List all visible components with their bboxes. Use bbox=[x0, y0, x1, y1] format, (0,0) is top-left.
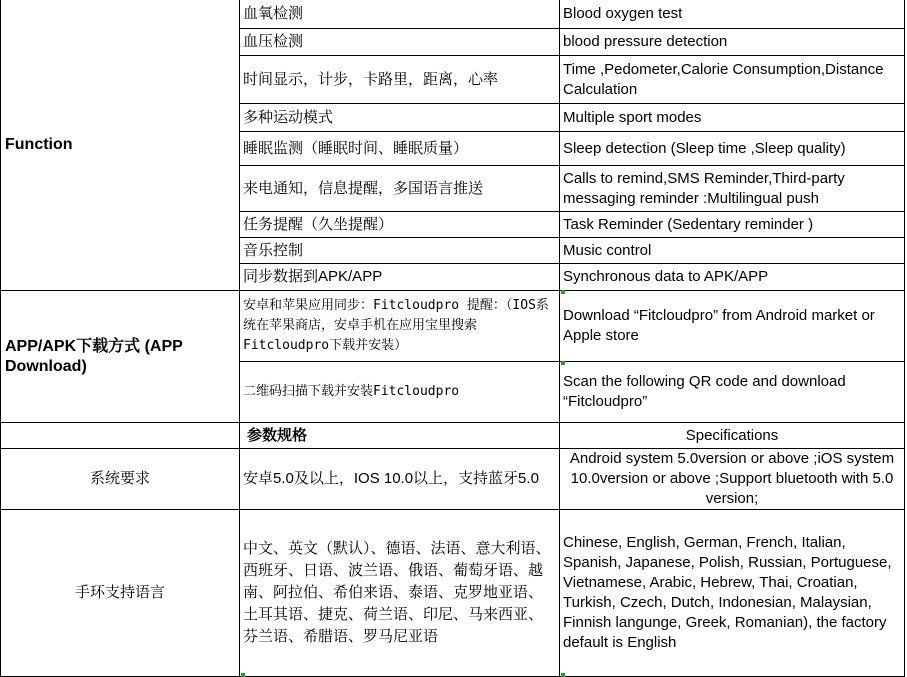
function-cn-8 bbox=[240, 264, 560, 291]
function-en-text: Sleep detection (Sleep time ,Sleep quality) bbox=[563, 139, 846, 157]
function-en-7 bbox=[560, 238, 905, 264]
function-cn-text: 血氧检测 bbox=[243, 5, 304, 22]
language-en-text: Chinese, English, German, French, Italian, Spanish, Japanese, Polish, Russian, Portuguese, Vietnamese, Arabic, Hebrew, Thai, Croatian, Turkish, Czech, Dutch, Indonesian, Malaysian, Finnish langunge, Greek, Romanian), the factory default is English bbox=[563, 534, 892, 651]
function-cn-5 bbox=[240, 166, 560, 212]
language-cn bbox=[240, 510, 560, 677]
function-en-4 bbox=[560, 132, 905, 166]
function-en-text: Task Reminder (Sedentary reminder ) bbox=[563, 215, 814, 233]
function-cn-text: 血压检测 bbox=[243, 33, 304, 50]
app-cn-text: 安卓和苹果应用同步：Fitcloudpro 提醒：（IOS系统在苹果商店，安卓手机在应用宝里搜索Fitcloudpro下载并安装） bbox=[243, 298, 549, 353]
function-en-2 bbox=[560, 56, 905, 104]
system-label-cell bbox=[0, 449, 240, 510]
function-cn-0 bbox=[240, 0, 560, 29]
app-en-1 bbox=[560, 362, 905, 423]
function-cn-text: 睡眠监测（睡眠时间、睡眠质量） bbox=[243, 139, 469, 157]
function-cn-text: 多种运动模式 bbox=[243, 108, 334, 126]
system-cn-text: 安卓5.0及以上，IOS 10.0以上，支持蓝牙5.0 bbox=[243, 470, 539, 487]
spec-header-blank bbox=[0, 423, 240, 449]
system-label: 系统要求 bbox=[89, 470, 150, 487]
app-en-0 bbox=[560, 291, 905, 362]
app-cn-1 bbox=[240, 362, 560, 423]
function-cn-text: 时间显示，计步，卡路里，距离，心率 bbox=[243, 70, 499, 88]
spec-header-en bbox=[560, 423, 905, 449]
function-en-6 bbox=[560, 212, 905, 238]
function-cn-text: 同步数据到APK/APP bbox=[243, 268, 383, 285]
language-en bbox=[560, 510, 905, 677]
system-en bbox=[560, 449, 905, 510]
system-cn bbox=[240, 449, 560, 510]
function-cn-3 bbox=[240, 104, 560, 132]
function-cn-6 bbox=[240, 212, 560, 238]
cell-marker bbox=[241, 673, 245, 677]
language-cn-text: 中文、英文（默认）、德语、法语、意大利语、西班牙、日语、波兰语、俄语、葡萄牙语、越南、阿拉伯、希伯来语、泰语、克罗地亚语、土耳其语、捷克、荷兰语、印尼、马来西亚、芬兰语、希腊语、罗马尼亚语 bbox=[243, 540, 551, 645]
function-label: Function bbox=[5, 136, 73, 153]
function-cn-2 bbox=[240, 56, 560, 104]
app-en-text: Download “Fitcloudpro” from Android market or Apple store bbox=[563, 307, 875, 344]
function-en-text: blood pressure detection bbox=[563, 33, 728, 50]
function-en-text: Calls to remind,SMS Reminder,Third-party messaging reminder :Multilingual push bbox=[563, 169, 845, 207]
app-en-text: Scan the following QR code and download “Fitcloudpro” bbox=[563, 373, 846, 410]
language-label-cell bbox=[0, 510, 240, 677]
function-en-3 bbox=[560, 104, 905, 132]
function-cn-text: 任务提醒（久坐提醒） bbox=[243, 215, 394, 233]
function-cn-text: 音乐控制 bbox=[243, 241, 304, 259]
cell-marker bbox=[561, 361, 565, 365]
function-en-text: Blood oxygen test bbox=[563, 5, 683, 22]
cell-marker bbox=[561, 673, 565, 677]
app-cn-text: 二维码扫描下载并安装Fitcloudpro bbox=[243, 384, 460, 399]
function-en-5 bbox=[560, 166, 905, 212]
function-en-0 bbox=[560, 0, 905, 29]
function-cn-7 bbox=[240, 238, 560, 264]
function-cn-text: 来电通知，信息提醒，多国语言推送 bbox=[243, 179, 484, 197]
function-label-cell bbox=[0, 0, 240, 291]
function-en-text: Music control bbox=[563, 241, 652, 259]
spec-header-en-text: Specifications bbox=[685, 426, 779, 444]
function-en-text: Multiple sport modes bbox=[563, 108, 702, 126]
function-en-text: Time ,Pedometer,Calorie Consumption,Distance Calculation bbox=[563, 60, 884, 98]
function-cn-1 bbox=[240, 29, 560, 56]
system-en-text: Android system 5.0version or above ;iOS system 10.0version or above ;Support bluetooth with 5.0 version; bbox=[569, 450, 895, 507]
app-cn-0 bbox=[240, 291, 560, 362]
spec-header-cn-text: 参数规格 bbox=[247, 426, 308, 444]
app-label-cell bbox=[0, 291, 240, 423]
function-cn-4 bbox=[240, 132, 560, 166]
function-en-text: Synchronous data to APK/APP bbox=[563, 268, 769, 285]
function-en-8 bbox=[560, 264, 905, 291]
function-en-1 bbox=[560, 29, 905, 56]
spec-header-cn bbox=[240, 423, 560, 449]
cell-marker bbox=[561, 290, 565, 294]
language-label: 手环支持语言 bbox=[74, 584, 165, 601]
app-label: APP/APK下载方式 (APP Download) bbox=[5, 337, 183, 375]
